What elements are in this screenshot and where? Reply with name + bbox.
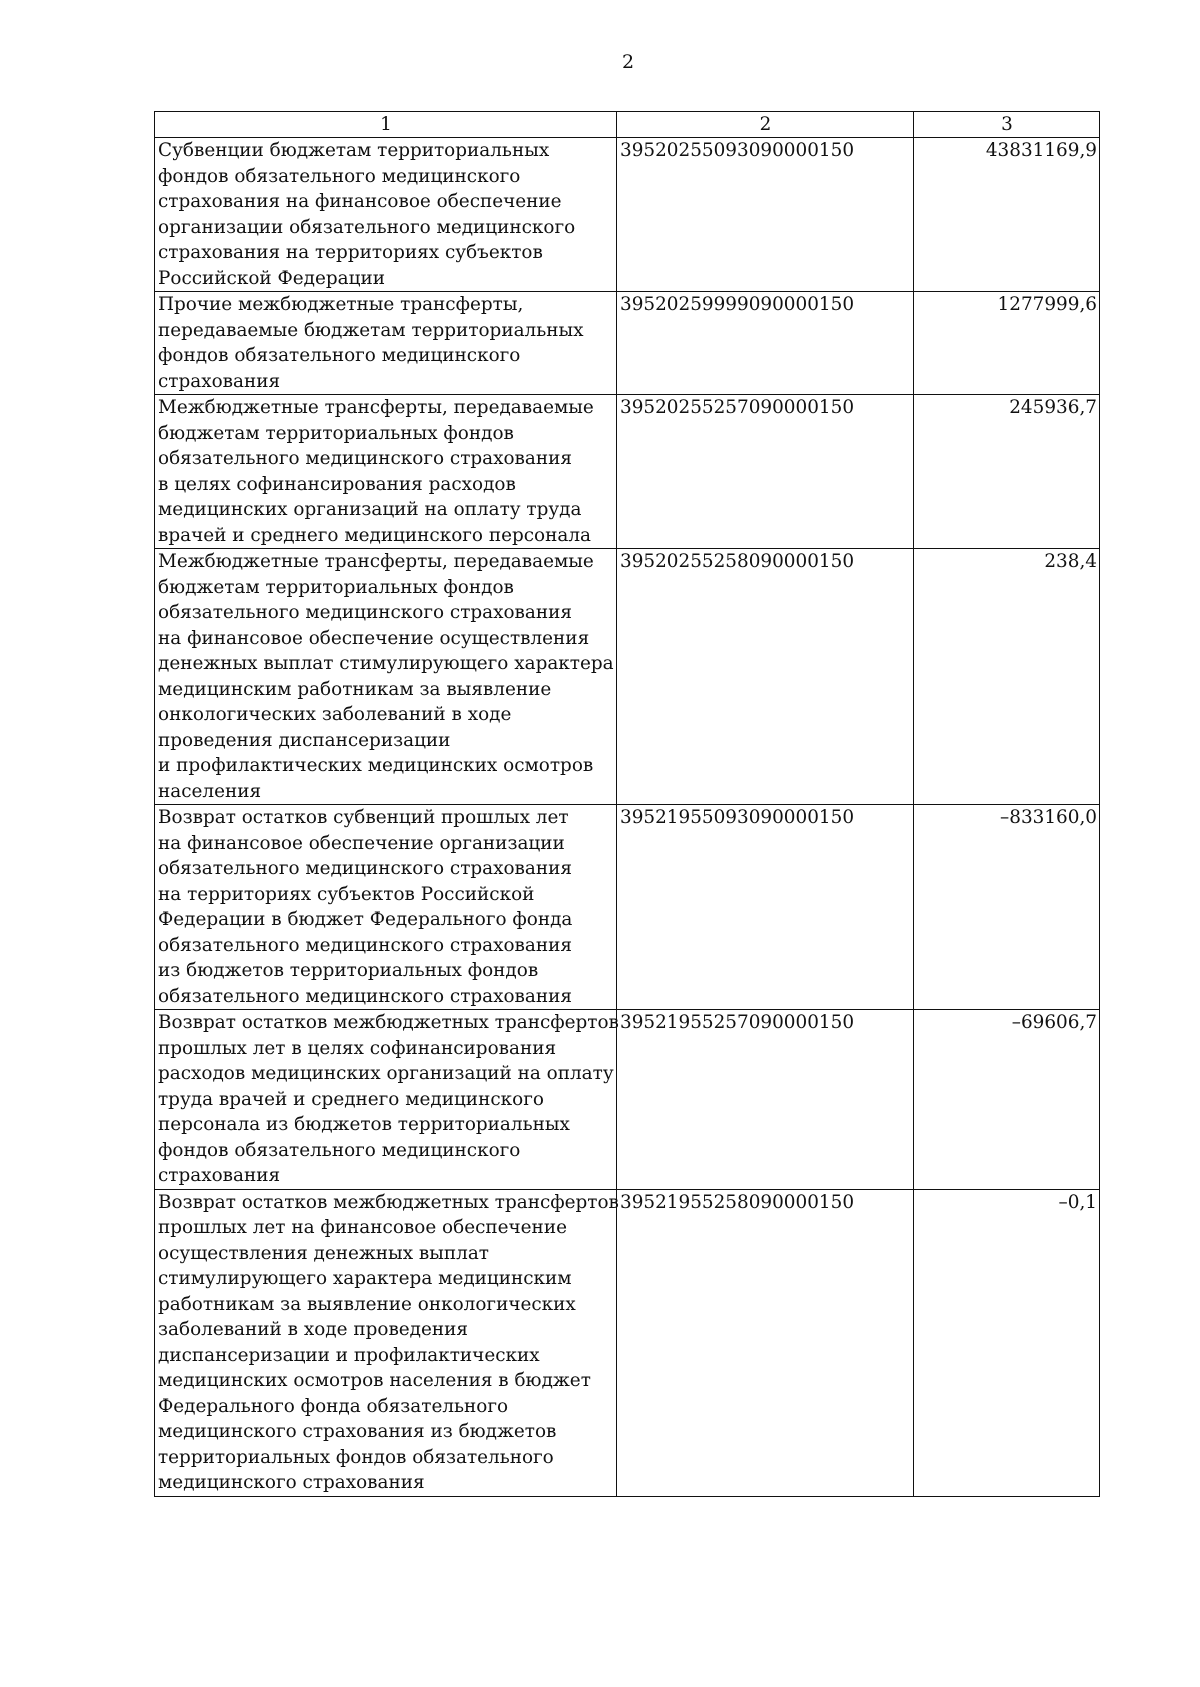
description-line: врачей и среднего медицинского персонала [158,524,591,546]
description-line: Межбюджетные трансферты, передаваемые [158,397,594,418]
description-line: Возврат остатков межбюджетных трансфертов [158,1191,619,1213]
row-code: 39520255258090000150 [617,549,914,805]
row-code: 39520255257090000150 [617,395,914,549]
description-line: Российской Федерации [158,267,385,289]
row-description [155,1010,617,1190]
description-line: страхования на территориях субъектов [158,242,543,263]
description-line: на финансовое обеспечение осуществления [158,627,590,649]
row-amount: 245936,7 [914,395,1100,549]
table-row [155,395,1100,549]
description-line: прошлых лет в целях софинансирования [158,1037,557,1059]
description-line: обязательного медицинского страхования [158,858,572,879]
description-line: осуществления денежных выплат [158,1242,489,1264]
table-row [155,292,1100,395]
description-line: медицинского страхования [158,1472,425,1493]
description-line: бюджетам территориальных фондов [158,422,514,444]
description-line: обязательного медицинского страхования [158,985,572,1007]
column-header-3: 3 [914,112,1100,138]
description-line: Федерального фонда обязательного [158,1395,509,1417]
description-line: диспансеризации и профилактических [158,1344,540,1366]
description-line: в целях софинансирования расходов [158,473,516,495]
row-code: 39520259999090000150 [617,292,914,395]
description-line: медицинским работникам за выявление [158,678,552,700]
description-line: фондов обязательного медицинского [158,345,521,366]
row-code: 39521955093090000150 [617,805,914,1010]
row-code: 39520255093090000150 [617,138,914,292]
description-line: Прочие межбюджетные трансферты, [158,294,524,315]
description-line: работникам за выявление онкологических [158,1293,576,1315]
row-amount: –833160,0 [914,805,1100,1010]
row-code: 39521955258090000150 [617,1189,914,1496]
description-line: заболеваний в ходе проведения [158,1319,469,1340]
description-line: персонала из бюджетов территориальных [158,1114,570,1135]
description-line: страхования [158,370,281,392]
description-line: обязательного медицинского страхования [158,934,572,956]
description-line: страхования на финансовое обеспечение [158,191,562,212]
table-body [155,138,1100,1497]
description-line: Межбюджетные трансферты, передаваемые [158,551,594,572]
row-amount: 1277999,6 [914,292,1100,395]
row-description [155,549,617,805]
row-amount: –69606,7 [914,1010,1100,1190]
description-line: Возврат остатков межбюджетных трансфертов [158,1012,619,1033]
description-line: на территориях субъектов Российской [158,883,535,905]
row-description [155,292,617,395]
description-line: населения [158,780,262,802]
row-amount: –0,1 [914,1189,1100,1496]
description-line: Федерации в бюджет Федерального фонда [158,909,573,930]
row-description [155,138,617,292]
description-line: бюджетам территориальных фондов [158,576,514,598]
row-amount: 238,4 [914,549,1100,805]
description-line: медицинских организаций на оплату труда [158,499,582,520]
description-line: территориальных фондов обязательного [158,1446,554,1468]
budget-table [154,111,1100,1497]
description-line: Возврат остатков субвенций прошлых лет [158,807,569,828]
row-description [155,395,617,549]
description-line: проведения диспансеризации [158,729,451,751]
table-row [155,1189,1100,1496]
table-row [155,805,1100,1010]
table-row [155,1010,1100,1190]
description-line: стимулирующего характера медицинским [158,1268,572,1289]
description-line: обязательного медицинского страхования [158,448,572,469]
description-line: организации обязательного медицинского [158,216,576,238]
description-line: денежных выплат стимулирующего характера [158,653,614,674]
description-line: передаваемые бюджетам территориальных [158,319,584,341]
column-header-1: 1 [155,112,617,138]
table-row [155,138,1100,292]
description-line: на финансовое обеспечение организации [158,832,565,854]
description-line: расходов медицинских организаций на оплату [158,1063,614,1084]
header-row [155,112,1100,138]
row-description [155,1189,617,1496]
row-amount: 43831169,9 [914,138,1100,292]
description-line: труда врачей и среднего медицинского [158,1088,544,1110]
description-line: медицинского страхования из бюджетов [158,1421,557,1442]
description-line: фондов обязательного медицинского [158,1139,521,1161]
row-code: 39521955257090000150 [617,1010,914,1190]
description-line: Субвенции бюджетам территориальных [158,140,550,161]
description-line: фондов обязательного медицинского [158,165,521,187]
table-row [155,549,1100,805]
description-line: онкологических заболеваний в ходе [158,704,512,725]
row-description [155,805,617,1010]
page-number: 2 [621,51,635,73]
description-line: страхования [158,1165,281,1186]
description-line: прошлых лет на финансовое обеспечение [158,1217,567,1238]
description-line: медицинских осмотров населения в бюджет [158,1370,591,1391]
description-line: из бюджетов территориальных фондов [158,960,539,981]
description-line: обязательного медицинского страхования [158,602,572,623]
column-header-2: 2 [617,112,914,138]
description-line: и профилактических медицинских осмотров [158,755,594,776]
